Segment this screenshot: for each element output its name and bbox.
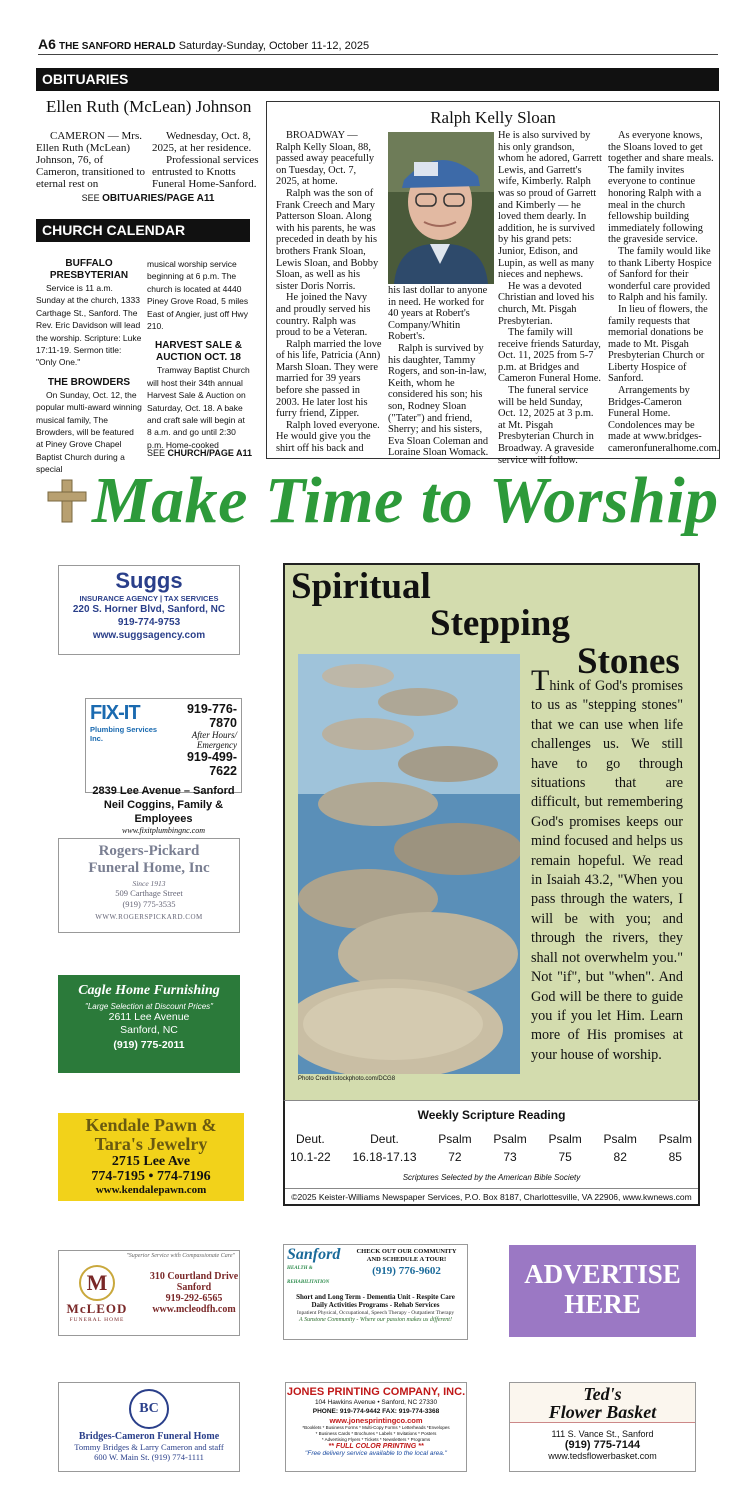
reading-item xyxy=(438,1130,471,1166)
cross-icon xyxy=(44,478,90,524)
reading-item xyxy=(604,1130,637,1166)
copyright-line: ©2025 Keister-Williams Newspaper Services, P.O. Box 8187, Charlottesville, VA 22906, www.kwnews.com xyxy=(285,1188,698,1202)
reading-item xyxy=(548,1130,581,1166)
ralph-para: his last dollar to anyone in need. He worked for 40 years at Robert's Company/Whitin Robert's. xyxy=(388,285,488,343)
ellen-jump-line xyxy=(36,193,260,204)
reading-book: Psalm xyxy=(548,1132,582,1146)
sanford-health-ad[interactable] xyxy=(283,1244,468,1340)
ellen-col2 xyxy=(152,130,260,190)
harvest-heading: HARVEST SALE & AUCTION OCT. 18 xyxy=(154,340,243,364)
teds-website[interactable]: www.tedsflowerbasket.com xyxy=(548,1451,657,1461)
fixit-plumbing-ad[interactable] xyxy=(85,698,242,835)
church-jump-line xyxy=(147,448,253,458)
sanford-logo-sub: HEALTH & REHABILITATION xyxy=(287,1266,330,1285)
mcleod-logo xyxy=(65,1265,129,1323)
jones-address: 104 Hawkins Avenue • Sanford, NC 27330 xyxy=(314,1399,438,1406)
fixit-logo: FIX-IT xyxy=(90,702,140,724)
obituaries-section-title: OBITUARIES xyxy=(36,68,719,91)
reading-item xyxy=(659,1130,692,1166)
ralph-para: Arrangements by Bridges-Cameron Funeral Home. Condolences may be made at www.bridges-cameronfuneralhome.com. xyxy=(608,385,720,455)
kendale-address: 2715 Lee Ave xyxy=(111,1154,191,1169)
bridges-cameron-ad[interactable] xyxy=(58,1382,240,1472)
reading-ref: 85 xyxy=(668,1150,682,1164)
ralph-para: Ralph was the son of Frank Creech and Mary Patterson Sloan. Along with his parents, he was preceded in death by his brothers Frank Sloan, Lewis Sloan, and Bobby Sloan, as well as his sister Doris Norris. xyxy=(276,187,379,292)
ralph-col2 xyxy=(388,285,494,459)
mcleod-city: Sanford xyxy=(176,1282,212,1293)
ellen-col1: CAMERON — Mrs. Ellen Ruth (McLean) Johnson, 76, of Cameron, transitioned to eternal rest on xyxy=(36,130,146,190)
ralph-para: He joined the Navy and proudly served his country. Ralph was proud to be a Veteran. xyxy=(276,292,371,339)
reading-book: Deut. xyxy=(296,1132,325,1146)
ellen-jump-ref[interactable]: OBITUARIES/PAGE A11 xyxy=(102,193,215,204)
ralph-para: In lieu of flowers, the family requests that memorial donations be made to Mt. Pisgah Presbyterian Church or Liberty Hospice of Sanford. xyxy=(608,303,708,385)
ralph-para: He was a devoted Christian and loved his church, Mt. Pisgah Presbyterian. xyxy=(498,280,595,327)
advertise-here-ad[interactable] xyxy=(509,1245,696,1337)
reading-ref: 75 xyxy=(558,1150,572,1164)
fixit-website[interactable]: www.fixitplumbingnc.com xyxy=(122,826,205,835)
feature-title-word3: Stones xyxy=(577,641,680,682)
feature-title-word1: Spiritual xyxy=(291,566,431,607)
jones-services1: *Booklets * Business Forms * Multi-Copy Forms * Letterheads *Envelopes xyxy=(302,1425,450,1430)
browders-heading: THE BROWDERS xyxy=(47,376,131,388)
rogers-phone: (919) 775-3535 xyxy=(122,899,176,909)
sanford-logo xyxy=(287,1248,349,1290)
reading-book: Psalm xyxy=(658,1132,692,1146)
stepping-stones-body xyxy=(531,664,683,1065)
header-rule xyxy=(38,54,718,55)
ralph-para: He is also survived by his only grandson, whom he adored, Garrett Lewis, and Garrett's wife, Kimberly. Ralph was so proud of Garrett and Kimberly — he loved them dearly. In addition, he is survived by his grand pets: Junior, Edison, and Lupin, as well as many nieces and nephews. xyxy=(498,130,602,281)
sanford-footer: A Sunstone Community - Where our passion makes us different! xyxy=(299,1317,452,1323)
rogers-website[interactable]: WWW.ROGERSPICKARD.COM xyxy=(95,913,203,921)
reading-book: Psalm xyxy=(493,1132,527,1146)
ralph-para: Ralph loved everyone. He would give you the shirt off his back and xyxy=(276,419,380,455)
mcleod-tagline: "Superior Service with Compassionate Care" xyxy=(126,1253,235,1259)
rogers-pickard-ad[interactable] xyxy=(58,838,240,933)
fixit-after-hours: After Hours/ Emergency xyxy=(191,730,237,750)
mcleod-website[interactable]: www.mcleodfh.com xyxy=(152,1304,236,1315)
reading-book: Psalm xyxy=(603,1132,637,1146)
teds-address: 111 S. Vance St., Sanford xyxy=(551,1429,654,1439)
rogers-address: 509 Carthage Street xyxy=(115,888,183,898)
cagle-furnishing-ad[interactable] xyxy=(58,975,240,1073)
jones-name: JONES PRINTING COMPANY, INC. xyxy=(286,1386,466,1398)
bridges-address: 600 W. Main St. (919) 774-1111 xyxy=(94,1452,204,1462)
page-number: A6 xyxy=(38,36,56,52)
see-label: SEE xyxy=(147,448,166,458)
kendale-pawn-ad[interactable] xyxy=(58,1113,244,1201)
cagle-phone: (919) 775-2011 xyxy=(113,1039,185,1051)
kendale-phone: 774-7195 • 774-7196 xyxy=(91,1169,211,1184)
jones-footer: "Free delivery service available to the local area." xyxy=(305,1450,447,1457)
ralph-para: As everyone knows, the Sloans loved to get together and share meals. The family invites everyone to continue honoring Ralph with a meal in the church fellowship building immediately following the graveside service. xyxy=(608,130,714,246)
teds-name2: Flower Basket xyxy=(548,1402,657,1422)
fixit-company: Plumbing Services Inc. xyxy=(90,725,158,743)
issue-date: Saturday-Sunday, October 11-12, 2025 xyxy=(178,40,370,52)
reading-item xyxy=(290,1130,331,1166)
sanford-cta: CHECK OUT OUR COMMUNITY AND SCHEDULE A TOUR! xyxy=(356,1248,457,1263)
sanford-phone: (919) 776-9602 xyxy=(372,1265,441,1277)
scripture-reading-title: Weekly Scripture Reading xyxy=(417,1108,566,1122)
ralph-col4 xyxy=(608,130,720,455)
ellen-johnson-name: Ellen Ruth (McLean) Johnson xyxy=(46,97,252,116)
suggs-logo: Suggs xyxy=(115,568,183,593)
reading-ref: 82 xyxy=(613,1150,627,1164)
browders-text: On Sunday, Oct. 12, the popular multi-award winning musical family, The Browders, will be featured at Piney Grove Chapel Baptist Church during a special xyxy=(36,389,142,475)
sanford-services1: Short and Long Term - Dementia Unit - Respite Care xyxy=(296,1293,455,1301)
scripture-reading-table xyxy=(290,1130,692,1166)
ralph-para: Ralph is survived by his daughter, Tammy Rogers, and son-in-law, Keith, whom he considered his son; his son, Rodney Sloan ("Tater") and friend, Sherry; and his sisters, Eva Sloan Coleman and Loraine Sloan Womack. xyxy=(388,342,489,459)
reading-item xyxy=(493,1130,526,1166)
see-label: SEE xyxy=(81,193,100,203)
church-col2 xyxy=(147,258,250,451)
jones-printing-ad[interactable] xyxy=(285,1382,467,1472)
worship-banner: Make Time to Worship xyxy=(92,464,719,537)
drop-cap: T xyxy=(531,664,550,697)
kendale-website[interactable]: www.kendalepawn.com xyxy=(95,1184,207,1196)
suggs-phone: 919-774-9753 xyxy=(117,617,181,628)
ralph-sloan-name: Ralph Kelly Sloan xyxy=(430,108,556,127)
teds-flower-ad[interactable] xyxy=(509,1382,696,1472)
fixit-phone1: 919-776-7870 xyxy=(186,702,237,730)
stepping-stones-photo xyxy=(298,654,520,1074)
ralph-portrait-photo xyxy=(388,132,494,284)
bridges-name: Bridges-Cameron Funeral Home xyxy=(78,1431,220,1442)
fixit-people: Neil Coggins, Family & Employees xyxy=(103,799,224,825)
suggs-insurance-ad[interactable] xyxy=(58,565,240,655)
buffalo-heading: BUFFALO PRESBYTERIAN xyxy=(49,258,129,281)
church-col1 xyxy=(36,258,142,476)
sanford-services2: Daily Activities Programs - Rehab Services xyxy=(311,1301,440,1309)
reading-ref: 16.18-17.13 xyxy=(352,1150,417,1164)
harvest-text: Tramway Baptist Church will host their 34th annual Harvest Sale & Auction on Saturday, Oct. 18. A bake and craft sale will begin at 8 a.m. and go until 2:30 p.m. Home-cooked xyxy=(147,365,250,450)
fixit-address: 2839 Lee Avenue – Sanford xyxy=(92,785,235,797)
page-header xyxy=(38,36,718,54)
scripture-note: Scriptures Selected by the American Bible Society xyxy=(402,1173,581,1182)
advertise-line1: ADVERTISE xyxy=(524,1259,681,1289)
jones-services2: * Business Cards * Brochures * Labels * Invitations * Posters xyxy=(315,1431,437,1436)
ellen-col2-p2: Professional services entrusted to Knotts Funeral Home-Sanford. xyxy=(152,154,259,190)
teds-name1: Ted's xyxy=(583,1384,622,1404)
reading-ref: 10.1-22 xyxy=(290,1150,331,1164)
reading-book: Psalm xyxy=(438,1132,472,1146)
jones-services3: * Advertising Flyers * Tickets * Newsletters * Programs xyxy=(321,1437,431,1442)
mcleod-address: 310 Courtland Drive xyxy=(149,1271,239,1282)
fixit-phone2: 919-499-7622 xyxy=(186,750,237,778)
ralph-col3 xyxy=(498,130,602,466)
cagle-slogan: "Large Selection at Discount Prices" xyxy=(85,1002,213,1011)
sanford-logo-text: Sanford xyxy=(287,1246,341,1263)
feature-title-word2: Stepping xyxy=(430,603,570,644)
mcleod-monogram: M xyxy=(79,1265,115,1301)
ralph-para: Ralph married the love of his life, Patricia (Ann) Marsh Sloan. They were married for 39 years before she passed in 2003. He later lost his furry friend, Zipper. xyxy=(276,338,382,420)
teds-logo xyxy=(510,1383,695,1423)
suggs-address: 220 S. Horner Blvd, Sanford, NC xyxy=(72,604,226,615)
cagle-city: Sanford, NC xyxy=(120,1024,178,1036)
mcleod-funeral-ad[interactable] xyxy=(58,1250,240,1336)
teds-phone: (919) 775-7144 xyxy=(564,1439,641,1451)
reading-ref: 72 xyxy=(448,1150,462,1164)
kendale-name1: Kendale Pawn & xyxy=(85,1115,217,1135)
church-jump-ref[interactable]: CHURCH/PAGE A11 xyxy=(167,448,253,458)
jones-phone: PHONE: 919-774-9442 FAX: 919-774-3368 xyxy=(312,1408,440,1415)
bridges-staff: Tommy Bridges & Larry Cameron and staff xyxy=(74,1442,224,1452)
buffalo-text: Service is 11 a.m. Sunday at the church, 1333 Carthage St., Sanford. The Rev. Eric Davidson will lead the worship. Scripture: Luke 17:11-19. Sermon title: "Only One." xyxy=(36,283,142,368)
suggs-services: INSURANCE AGENCY | TAX SERVICES xyxy=(79,594,219,603)
reading-ref: 73 xyxy=(503,1150,517,1164)
ralph-para: The family will receive friends Saturday, Oct. 11, 2025 from 5-7 p.m. at Bridges and Cameron Funeral Home. xyxy=(498,327,602,385)
suggs-website[interactable]: www.suggsagency.com xyxy=(92,630,206,641)
ralph-para: The funeral service will be held Sunday, Oct. 12, 2025 at 3 p.m. at Mt. Pisgah Presbyterian Church in Broadway. A graveside service will follow. xyxy=(498,385,594,466)
jones-website[interactable]: www.jonesprintingco.com xyxy=(329,1416,423,1425)
mcleod-phone: 919-292-6565 xyxy=(165,1293,223,1304)
ralph-para: BROADWAY — Ralph Kelly Sloan, 88, passed away peacefully on Tuesday, Oct. 7, 2025, at home. xyxy=(276,130,375,188)
paper-name: THE SANFORD HERALD xyxy=(58,41,176,52)
church-calendar-title: CHURCH CALENDAR xyxy=(36,219,250,242)
reading-book: Deut. xyxy=(370,1132,399,1146)
ralph-col1 xyxy=(276,130,382,455)
ralph-para: The family would like to thank Liberty Hospice of Sanford for their wonderful care provided to Ralph and his family. xyxy=(608,245,712,304)
mcleod-name: McLEOD xyxy=(66,1301,128,1316)
mcleod-fh: FUNERAL HOME xyxy=(69,1317,125,1323)
sanford-services3: Inpatient Physical, Occupational, Speech Therapy - Outpatient Therapy xyxy=(296,1310,455,1316)
rogers-since: Since 1913 xyxy=(132,879,166,888)
rogers-name2: Funeral Home, Inc xyxy=(88,860,210,876)
bridges-monogram: BC xyxy=(129,1389,169,1429)
advertise-line2: HERE xyxy=(564,1289,641,1319)
stepping-stones-text: hink of God's promises to us as "stepping stones" that we can use when life challenges us. We still have to go through situations that are difficult, but remembering God's promises keeps our mind focused and helps us remain hopeful. We read in Isaiah 43.2, "When you pass through the waters, I will be with you; and through the rivers, they shall not overwhelm you." Not "if", but "when". And God will be there to guide you if you let Him. Learn more of His promises at your house of worship. xyxy=(531,678,683,1063)
ellen-col2-p1: Wednesday, Oct. 8, 2025, at her residence. xyxy=(152,130,252,154)
photo-credit: Photo Credit Istockphoto.com/DCG8 xyxy=(298,1076,396,1082)
kendale-name2: Tara's Jewelry xyxy=(94,1134,208,1154)
jones-full-color: ** FULL COLOR PRINTING ** xyxy=(328,1443,424,1450)
cagle-address: 2611 Lee Avenue xyxy=(108,1011,190,1023)
cagle-name: Cagle Home Furnishing xyxy=(78,983,220,998)
reading-item xyxy=(352,1130,416,1166)
rogers-name1: Rogers-Pickard xyxy=(98,843,200,859)
browders-cont: musical worship service beginning at 6 p.m. The church is located at 4440 Piney Grove Road, 5 miles East of Angier, just off Hwy 210. xyxy=(147,259,249,332)
